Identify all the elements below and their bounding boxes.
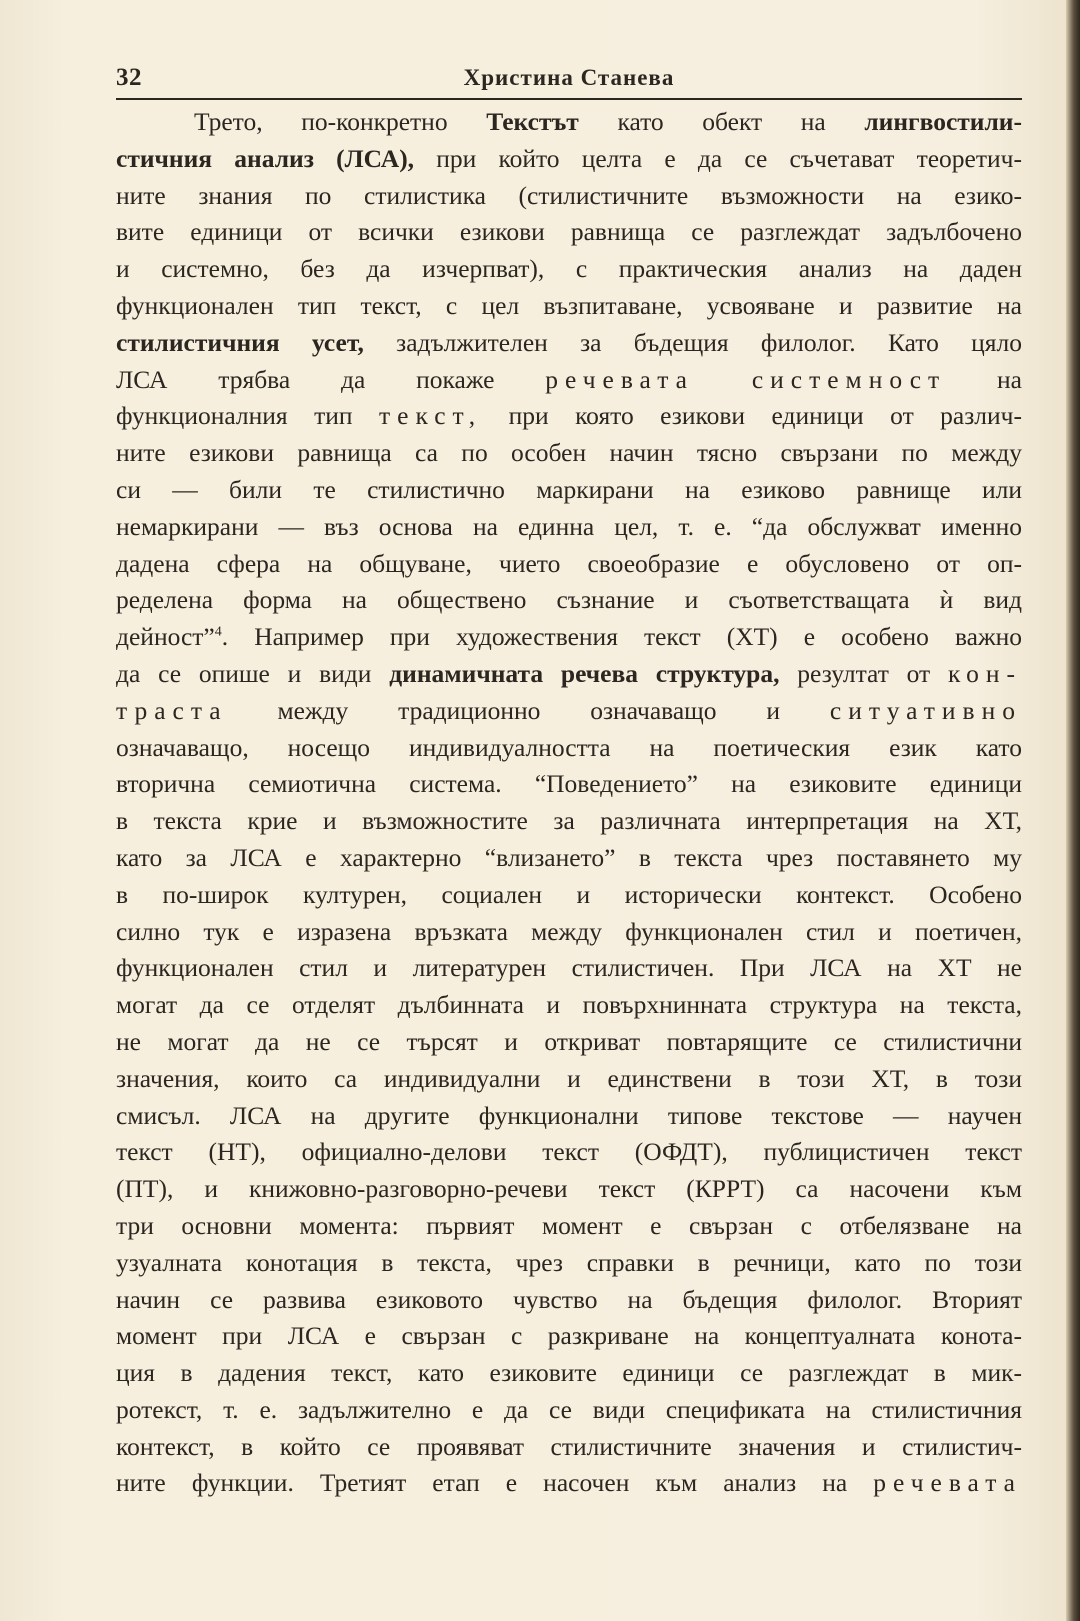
text-line [116,1392,1022,1429]
text-line [116,1318,1022,1355]
bold-term: Текстът [486,107,579,136]
text-line [116,1355,1022,1392]
text-line [116,1245,1022,1282]
text-line [116,987,1022,1024]
text-line [116,141,1022,178]
text-line [116,214,1022,251]
text-run: вите единици от всички езикови равнища се разглеждат задълбочено [116,217,1022,247]
text-line [116,619,1022,656]
text-run: и системно, без да изчерпват), с практическия анализ на даден [116,254,1022,284]
text-run: дейност” [116,622,215,652]
text-line [116,877,1022,914]
text-run: ротекст, т. е. задължително е да се види спецификата на стилистичния [116,1394,1022,1424]
text-run: момент при ЛСА е свързан с разкриване на концептуалната конота- [116,1321,1022,1351]
text-line [116,288,1022,325]
text-run: силно тук е изразена връзката между функционален стил и поетичен, [116,916,1022,946]
text-line [116,435,1022,472]
text-line [116,1134,1022,1171]
text-run: контекст, в който се проявяват стилистичните значения и стилистич- [116,1431,1022,1461]
spaced-emphasis: ситуативно [829,695,1022,725]
text-run: да се опише и види [116,658,390,688]
bold-term: стилистичния усет, [116,327,364,357]
text-line [116,1024,1022,1061]
text-run: задължителен за бъдещия филолог. Като цяло [363,327,1022,357]
text-line [116,950,1022,987]
spaced-emphasis: траста [116,695,228,725]
text-line [116,1282,1022,1319]
text-line [116,1171,1022,1208]
text-line [116,914,1022,951]
text-run: при която езикови единици от различ- [482,401,1022,431]
body-paragraph [116,104,1022,1502]
text-run: значения, които са индивидуални и единствени в този ХТ, в този [116,1063,1022,1093]
bold-term: стичния анализ (ЛСА), [116,143,415,173]
text-line [116,1429,1022,1466]
text-run: смисъл. ЛСА на другите функционални типове текстове — научен [116,1100,1022,1130]
footnote-marker: 4 [214,624,222,640]
text-run: в текста крие и възможностите за различната интерпретация на ХТ, [116,806,1022,836]
text-run: ределена форма на обществено съзнание и съответстващата ѝ вид [116,585,1022,615]
text-line [116,398,1022,435]
text-run: между традиционно означаващо и [227,695,830,725]
text-run: три основни момента: първият момент е свързан с отбелязване на [116,1210,1022,1240]
text-run: при който целта е да се съчетават теоретич- [414,143,1022,173]
text-run: функционалния тип [116,401,379,431]
text-line [116,693,1022,730]
text-line [116,840,1022,877]
text-line [116,178,1022,215]
text-run: вторична семиотична система. “Поведението” на езиковите единици [116,769,1022,799]
text-run: узуалната конотация в текста, чрез справки в речници, като по този [116,1247,1022,1277]
text-run: ните знания по стилистика (стилистичните възможности на езико- [116,180,1022,210]
text-line [116,472,1022,509]
text-line [116,656,1022,693]
text-run: (ПТ), и книжовно-разговорно-речеви текст (КРРТ) са насочени към [116,1174,1022,1204]
text-run: начин се развива езиковото чувство на бъдещия филолог. Вторият [116,1284,1022,1314]
text-run: Трето, по-конкретно [194,107,487,136]
text-line [116,251,1022,288]
text-run: означаващо, носещо индивидуалността на поетическия език като [116,732,1022,762]
text-run: ните функции. Третият етап е насочен към анализ на [116,1468,874,1498]
page-edge-shadow [1066,0,1080,1621]
running-head: Христина Станева [463,65,675,90]
text-line [116,582,1022,619]
text-line [116,803,1022,840]
text-line [116,1208,1022,1245]
spaced-emphasis: кон- [948,658,1022,688]
text-line [116,546,1022,583]
text-run: дадена сфера на общуване, чието своеобразие е обусловено от оп- [116,548,1022,578]
text-line [116,766,1022,803]
text-line [116,325,1022,362]
page-header [116,60,1022,100]
text-run: като обект на [578,107,865,136]
text-run: на [946,364,1022,394]
spaced-emphasis: речевата системност [545,364,947,394]
text-run: ЛСА трябва да покаже [116,364,546,394]
text-run: резултат от [779,658,949,688]
text-run: си — били те стилистично маркирани на езиково равнище или [116,474,1022,504]
text-line [116,1465,1022,1502]
text-line [116,730,1022,767]
page-number: 32 [116,64,142,91]
text-run: ните езикови равнища са по особен начин тясно свързани по между [116,438,1022,468]
bold-term: динамичната речева структура, [389,658,780,688]
text-line [116,362,1022,399]
text-run: функционален стил и литературен стилистичен. При ЛСА на ХТ не [116,953,1022,983]
text-line [116,1098,1022,1135]
text-run: не могат да не се търсят и откриват повтарящите се стилистични [116,1026,1022,1056]
text-run: . Например при художествения текст (ХТ) е особено важно [221,622,1022,652]
text-run: могат да се отделят дълбинната и повърхнинната структура на текста, [116,990,1022,1020]
spaced-emphasis: речевата [873,1468,1022,1498]
bold-term: лингвостили- [864,107,1022,136]
text-run: функционален тип текст, с цел възпитаване, усвояване и развитие на [116,290,1022,320]
spaced-emphasis: текст, [379,401,483,431]
text-run: ция в дадения текст, като езиковите единици се разглеждат в мик- [116,1358,1022,1388]
text-run: немаркирани — въз основа на единна цел, т. е. “да обслужват именно [116,511,1022,541]
text-run: текст (НТ), официално-делови текст (ОФДТ), публицистичен текст [116,1137,1022,1167]
text-line [116,104,1022,141]
text-run: като за ЛСА е характерно “влизането” в текста чрез поставянето му [116,842,1022,872]
text-line [116,1061,1022,1098]
text-run: в по-широк културен, социален и исторически контекст. Особено [116,879,1022,909]
text-line [116,509,1022,546]
